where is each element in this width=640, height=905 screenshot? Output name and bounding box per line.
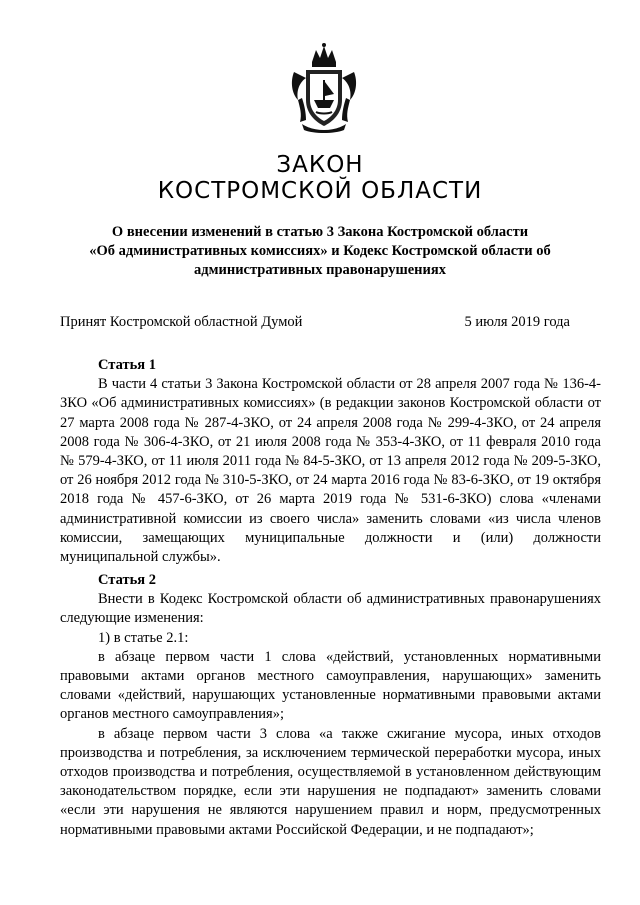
adoption-date: 5 июля 2019 года: [464, 314, 570, 330]
article-2: [60, 571, 601, 840]
adoption-line: [60, 313, 570, 331]
article-item: 1) в статье 2.1:: [98, 629, 189, 646]
article-paragraph: В части 4 статьи 3 Закона Костромской области от 28 апреля 2007 года № 136-4-ЗКО «Об административных комиссиях» (в редакции законов Костромской области от 27 марта 2008 года № 287-4-ЗКО, от 24 апреля 2008 года № 299-4-ЗКО, от 24 апреля 2008 года № 306-4-ЗКО, от 21 июля 2008 года № 353-4-ЗКО, от 11 февраля 2010 года № 579-4-ЗКО, от 11 июля 2011 года № 84-5-ЗКО, от 13 апреля 2012 года № 209-5-ЗКО, от 26 ноября 2012 года № 310-5-ЗКО, от 24 марта 2016 года № 83-6-ЗКО, от 19 октября 2018 года № 457-6-ЗКО, от 26 марта 2019 года № 531-6-ЗКО) слова «членами административной комиссии из своего числа» заменить словами «из числа членов комиссии, замещающих муниципальные должности и (или) должности муниципальной службы».: [60, 376, 601, 566]
article-heading: Статья 1: [98, 357, 156, 373]
subject-line: административных правонарушениях: [194, 262, 446, 278]
article-paragraph: в абзаце первом части 3 слова «а также сжигание мусора, иных отходов производства и потребления, за исключением термической переработки мусора, иных отходов производства и потребления, осуществляемой в установленном действующим законодательством порядке, если эти нарушения не подпадают» заменить словами «если эти нарушения не являются нарушением правил и норм, предусмотренных нормативными правовыми актами Российской Федерации, и не подпадают»;: [60, 725, 601, 838]
article-paragraph: в абзаце первом части 1 слова «действий, установленных нормативными правовыми актами органов местного самоуправления, нарушающих» заменить словами «действий, нарушающих установленные нормативными правовыми актами органов местного самоуправления»;: [60, 648, 601, 723]
law-region-title: КОСТРОМСКОЙ ОБЛАСТИ: [157, 178, 483, 204]
law-subject: [40, 223, 600, 280]
article-1: [60, 356, 601, 567]
article-paragraph: Внести в Кодекс Костромской области об административных правонарушениях следующие изменения:: [60, 591, 601, 627]
subject-line: О внесении изменений в статью 3 Закона Костромской области: [111, 224, 529, 240]
subject-line: «Об административных комиссиях» и Кодекс Костромской области об: [89, 243, 551, 259]
coat-of-arms-icon: [288, 42, 360, 134]
adopted-by: Принят Костромской областной Думой: [60, 314, 303, 330]
law-title: ЗАКОН: [276, 152, 364, 178]
article-heading: Статья 2: [98, 572, 156, 588]
